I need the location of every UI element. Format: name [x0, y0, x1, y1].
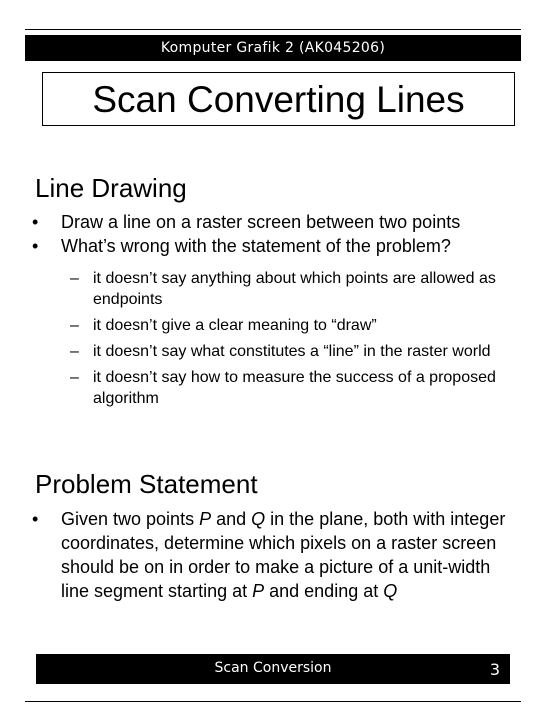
slide-title: Scan Converting Lines	[92, 79, 465, 120]
sub-bullet-text: it doesn’t say anything about which points are allowed as endpoints	[93, 270, 496, 308]
dash-marker: –	[70, 369, 79, 386]
bullet-marker: •	[32, 236, 39, 256]
footer-bottom-rule	[25, 701, 521, 702]
section-heading-line-drawing: Line Drawing	[35, 173, 187, 203]
sub-bullet-item	[70, 341, 510, 362]
point-q: Q	[383, 581, 398, 601]
bullet-marker: •	[32, 212, 39, 232]
footer-title: Scan Conversion	[214, 660, 332, 676]
bullet-item	[32, 507, 522, 603]
line-drawing-sub-bullets	[70, 268, 510, 414]
line-drawing-bullets	[32, 210, 522, 258]
bullet-text: Given two points P and Q in the plane, both with integer coordinates, determine which pixels on a raster screen should be on in order to make a picture of a unit-width line segment starting at P and ending at Q	[61, 509, 506, 601]
sub-bullet-text: it doesn’t say what constitutes a “line” in the raster world	[93, 343, 491, 360]
dash-marker: –	[70, 270, 79, 287]
bullet-item	[32, 234, 522, 258]
problem-statement-bullets	[32, 507, 522, 603]
page-number: 3	[489, 660, 500, 679]
bullet-text: What’s wrong with the statement of the problem?	[61, 236, 451, 256]
bullet-item	[32, 210, 522, 234]
course-title: Komputer Grafik 2 (AK045206)	[160, 40, 386, 56]
sub-bullet-text: it doesn’t say how to measure the success of a proposed algorithm	[93, 369, 496, 407]
point-q: Q	[251, 509, 266, 529]
dash-marker: –	[70, 343, 79, 360]
slide-title-box	[42, 72, 515, 126]
sub-bullet-text: it doesn’t give a clear meaning to “draw”	[93, 317, 377, 334]
sub-bullet-item	[70, 315, 510, 336]
section-heading-problem-statement: Problem Statement	[35, 469, 258, 499]
footer-bar	[36, 654, 510, 684]
header-top-rule	[25, 29, 521, 30]
point-p: P	[252, 581, 265, 601]
sub-bullet-item	[70, 268, 510, 310]
sub-bullet-item	[70, 367, 510, 409]
header-bar	[25, 35, 521, 61]
bullet-text: Draw a line on a raster screen between two points	[61, 212, 461, 232]
point-p: P	[199, 509, 212, 529]
dash-marker: –	[70, 317, 79, 334]
bullet-marker: •	[32, 509, 39, 529]
